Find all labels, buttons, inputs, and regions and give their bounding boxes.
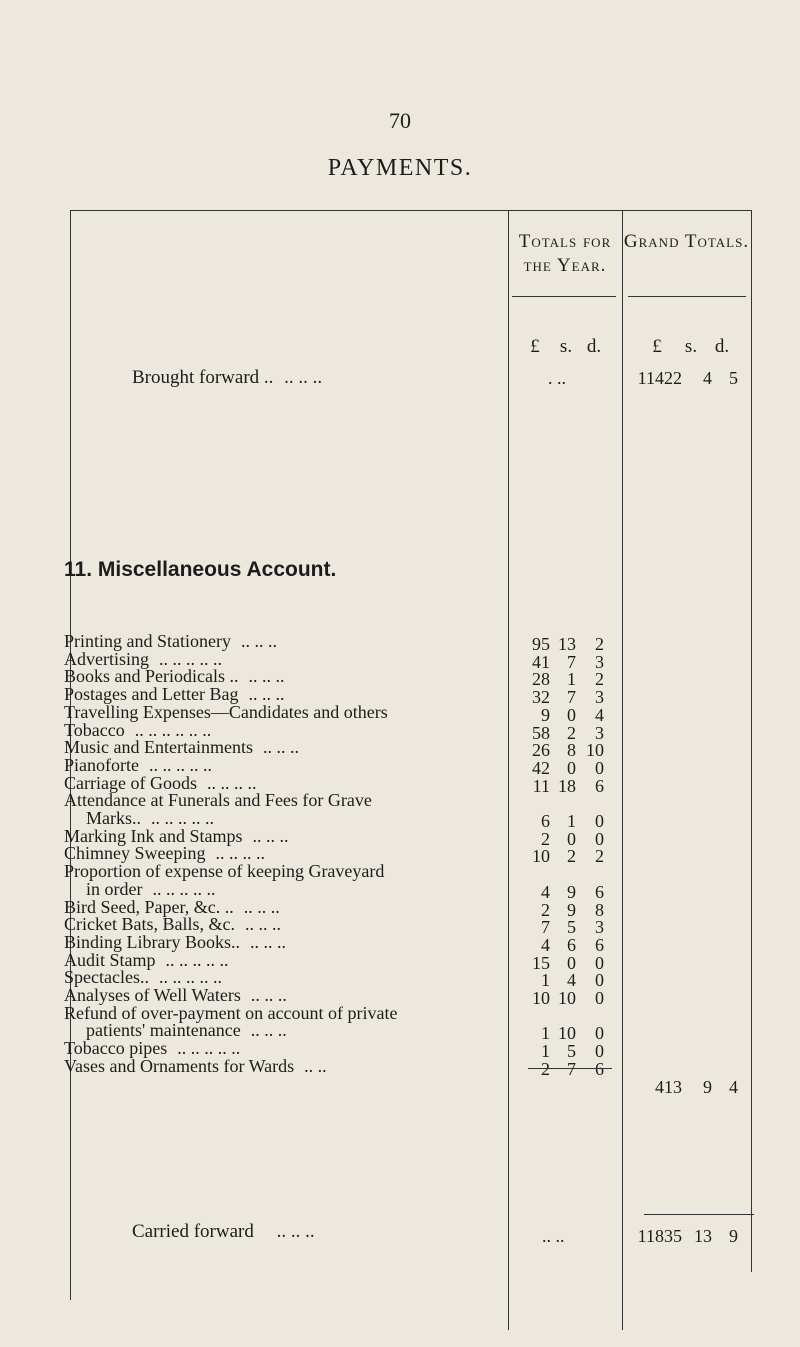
year-column-left-rule: [508, 210, 509, 1330]
ledger-item-amount: 1 5 0: [541, 1041, 604, 1062]
carried-forward-grand: 11835 13 9: [637, 1226, 738, 1246]
ledger-item-continuation: patients' maintenance .. .. ..: [86, 1020, 287, 1041]
carried-forward-label: Carried forward .. .. ..: [132, 1221, 315, 1242]
section-total: 413 9 4: [655, 1077, 738, 1097]
ledger-item-amount: 1 10 0: [541, 1023, 604, 1044]
section-heading: 11. Miscellaneous Account.: [64, 558, 337, 581]
ledger-item-label: Postages and Letter Bag .. .. ..: [64, 684, 285, 705]
ledger-item-label: Spectacles.. .. .. .. .. ..: [64, 967, 222, 988]
ledger-item-amount: 4 6 6: [541, 934, 604, 955]
ledger-item-label: Refund of over-payment on account of private: [64, 1002, 398, 1023]
ledger-item-amount: 32 7 3: [532, 687, 604, 708]
brought-forward-grand: 11422 4 5: [637, 368, 738, 388]
ledger-item-amount: 10 2 2: [532, 846, 604, 867]
ledger-item-amount: 9 0 4: [541, 704, 604, 725]
ledger-item-label: Tobacco .. .. .. .. .. ..: [64, 719, 212, 740]
ledger-item-label: Advertising .. .. .. .. ..: [64, 648, 222, 669]
ledger-item-amount: 4 9 6: [541, 881, 604, 902]
ledger-item-label: Proportion of expense of keeping Graveyard: [64, 861, 385, 882]
ledger-item-amount: 41 7 3: [532, 651, 604, 672]
brought-forward-year: . ..: [548, 368, 566, 388]
brought-forward-label: Brought forward .. .. .. ..: [132, 367, 323, 388]
table-top-rule: [70, 210, 752, 211]
ledger-item-amount: 1 4 0: [541, 970, 604, 991]
ledger-item-amount: 58 2 3: [532, 722, 604, 743]
ledger-item-label: Vases and Ornaments for Wards .. ..: [64, 1055, 327, 1076]
page-number: 70: [389, 108, 411, 133]
ledger-item-label: Chimney Sweeping .. .. .. ..: [64, 843, 265, 864]
year-header-rule: [512, 296, 616, 297]
ledger-item-label: Analyses of Well Waters .. .. ..: [64, 985, 287, 1005]
ledger-item-label: Cricket Bats, Balls, &c. .. .. ..: [64, 914, 281, 935]
ledger-item-amount: 26 8 10: [532, 740, 604, 761]
ledger-item-amount: 28 1 2: [532, 669, 604, 690]
ledger-item-label: Bird Seed, Paper, &c. .. .. .. ..: [64, 896, 280, 917]
ledger-item-amount: 7 5 3: [541, 917, 604, 938]
table-right-rule: [751, 210, 752, 1272]
ledger-item-amount: 15 0 0: [532, 952, 604, 973]
section-total-rule: [528, 1068, 612, 1069]
ledger-item-label: Attendance at Funerals and Fees for Grave: [64, 790, 372, 811]
ledger-item-label: Pianoforte .. .. .. .. ..: [64, 754, 212, 775]
ledger-item-amount: 11 18 6: [532, 775, 604, 796]
totals-year-header: Totals for the Year.: [518, 231, 612, 276]
carried-forward-rule: [644, 1214, 754, 1215]
ledger-item-label: Audit Stamp .. .. .. .. ..: [64, 949, 229, 970]
ledger-item-amount: 42 0 0: [532, 757, 604, 778]
ledger-item-label: Tobacco pipes .. .. .. .. ..: [64, 1038, 241, 1059]
grand-header-rule: [628, 296, 746, 297]
ledger-item-label: Travelling Expenses—Candidates and others: [64, 701, 388, 722]
ledger-item-amount: 2 0 0: [541, 828, 604, 849]
ledger-item-label: Marking Ink and Stamps .. .. ..: [64, 825, 289, 846]
grand-units-header: £ s. d.: [652, 336, 730, 357]
ledger-item-label: Books and Periodicals .. .. .. ..: [64, 666, 285, 687]
ledger-item-label: Printing and Stationery .. .. ..: [64, 631, 277, 651]
carried-forward-year: .. ..: [542, 1226, 565, 1246]
ledger-item-amount: 10 10 0: [532, 988, 604, 1008]
ledger-item-label: Music and Entertainments .. .. ..: [64, 737, 299, 758]
ledger-item-amount: 2 9 8: [541, 899, 604, 920]
year-units-header: £ s. d.: [530, 336, 602, 357]
ledger-item-label: Binding Library Books.. .. .. ..: [64, 931, 286, 952]
ledger-item-amount: 6 1 0: [541, 811, 604, 831]
grand-totals-header: Grand Totals.: [623, 231, 750, 252]
ledger-item-continuation: in order .. .. .. .. ..: [86, 878, 216, 899]
page-title: PAYMENTS.: [327, 155, 473, 181]
ledger-item-continuation: Marks.. .. .. .. .. ..: [86, 808, 214, 828]
ledger-item-label: Carriage of Goods .. .. .. ..: [64, 772, 257, 793]
ledger-item-amount: 95 13 2: [532, 634, 604, 654]
